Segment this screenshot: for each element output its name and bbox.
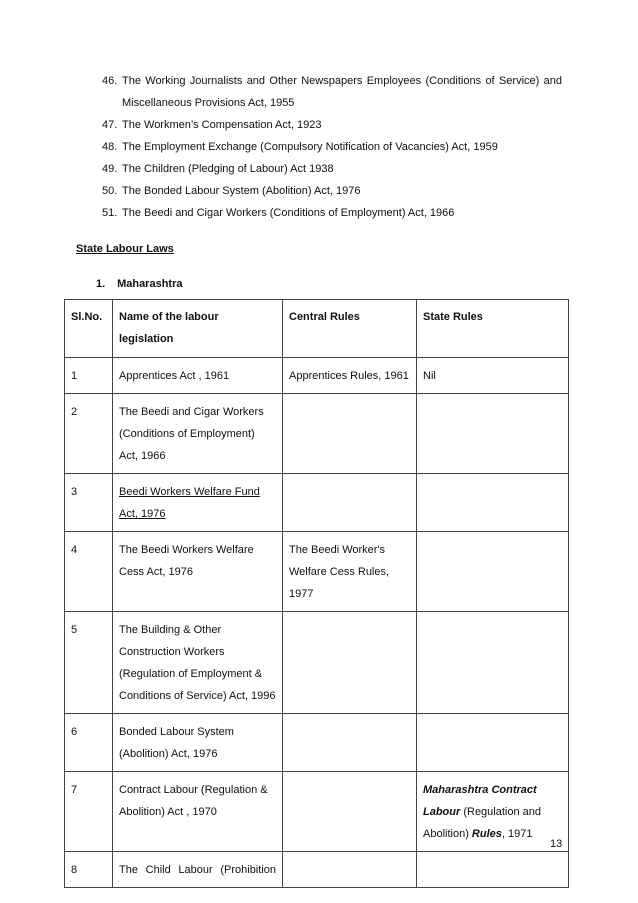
cell-state-rules xyxy=(417,772,569,852)
list-item-number: 47. xyxy=(102,119,118,131)
table-row xyxy=(65,532,569,612)
section-heading-state-labour-laws: State Labour Laws xyxy=(76,243,174,255)
list-item-text: The Bonded Labour System (Abolition) Act, 1976 xyxy=(122,185,361,197)
list-item xyxy=(102,180,562,202)
page-number: 13 xyxy=(550,838,563,850)
cell-central-rules: The Beedi Worker's Welfare Cess Rules, 1977 xyxy=(283,532,417,612)
table-header-row xyxy=(65,300,569,358)
cell-state-rules xyxy=(417,532,569,612)
list-item-continuation xyxy=(102,92,562,114)
cell-state-rules: Nil xyxy=(417,358,569,394)
cell-legislation: The Beedi and Cigar Workers (Conditions of Employment) Act, 1966 xyxy=(113,394,283,474)
header-state-rules: State Rules xyxy=(417,300,569,358)
list-item-number: 49. xyxy=(102,163,118,175)
list-item-text: The Employment Exchange (Compulsory Notification of Vacancies) Act, 1959 xyxy=(122,141,498,153)
table-row xyxy=(65,394,569,474)
cell-state-rules xyxy=(417,714,569,772)
header-central-rules: Central Rules xyxy=(283,300,417,358)
list-item xyxy=(102,136,562,158)
state-number: 1. xyxy=(96,278,106,290)
list-item-text: The Workmen’s Compensation Act, 1923 xyxy=(122,119,322,131)
cell-sl: 3 xyxy=(65,474,113,532)
cell-central-rules xyxy=(283,394,417,474)
cell-state-rules xyxy=(417,474,569,532)
list-item xyxy=(102,70,562,92)
cell-central-rules xyxy=(283,852,417,888)
cell-state-rules xyxy=(417,394,569,474)
cell-sl: 5 xyxy=(65,612,113,714)
cell-sl: 1 xyxy=(65,358,113,394)
cell-sl: 4 xyxy=(65,532,113,612)
cell-sl: 7 xyxy=(65,772,113,852)
header-legislation: Name of the labour legislation xyxy=(113,300,283,358)
state-name: Maharashtra xyxy=(117,278,183,290)
state-rules-bold-part: Rules xyxy=(471,828,502,840)
cell-central-rules xyxy=(283,474,417,532)
cell-legislation: The Building & Other Construction Workers (Regulation of Employment & Conditions of Service) Act, 1996 xyxy=(113,612,283,714)
list-item-text: The Working Journalists and Other Newspapers Employees (Conditions of Service) and xyxy=(122,75,562,87)
cell-central-rules xyxy=(283,612,417,714)
list-item-number: 50. xyxy=(102,185,118,197)
cell-legislation: Bonded Labour System (Abolition) Act, 1976 xyxy=(113,714,283,772)
state-rules-plain-part: (Regulation and Abolition) xyxy=(423,806,542,840)
cell-state-rules xyxy=(417,612,569,714)
table-row xyxy=(65,852,569,888)
list-item-number: 48. xyxy=(102,141,118,153)
cell-state-rules xyxy=(417,852,569,888)
cell-legislation: Apprentices Act , 1961 xyxy=(113,358,283,394)
cell-sl: 6 xyxy=(65,714,113,772)
list-item xyxy=(102,114,562,136)
cell-central-rules xyxy=(283,714,417,772)
list-item-text: Miscellaneous Provisions Act, 1955 xyxy=(122,97,295,109)
header-sl-no: Sl.No. xyxy=(65,300,113,358)
table-row xyxy=(65,358,569,394)
list-item xyxy=(102,158,562,180)
list-item-text: The Beedi and Cigar Workers (Conditions of Employment) Act, 1966 xyxy=(122,207,455,219)
list-item-text: The Children (Pledging of Labour) Act 1938 xyxy=(122,163,334,175)
list-item xyxy=(102,202,562,224)
state-subheading xyxy=(96,278,182,290)
table-row xyxy=(65,612,569,714)
table-row xyxy=(65,772,569,852)
list-item-number: 46. xyxy=(102,75,118,87)
table-row xyxy=(65,714,569,772)
cell-legislation: The Beedi Workers Welfare Cess Act, 1976 xyxy=(113,532,283,612)
table-row xyxy=(65,474,569,532)
cell-central-rules xyxy=(283,772,417,852)
cell-legislation: The Child Labour (Prohibition xyxy=(113,852,283,888)
cell-central-rules: Apprentices Rules, 1961 xyxy=(283,358,417,394)
cell-sl: 2 xyxy=(65,394,113,474)
cell-legislation: Contract Labour (Regulation & Abolition) Act , 1970 xyxy=(113,772,283,852)
labour-legislation-table xyxy=(64,299,569,888)
central-acts-list xyxy=(102,70,562,224)
cell-sl: 8 xyxy=(65,852,113,888)
state-rules-tail-part: , 1971 xyxy=(501,828,533,840)
state-rules-italic-part: Maharashtra Contract Labour xyxy=(423,784,537,818)
cell-legislation: Beedi Workers Welfare Fund Act, 1976 xyxy=(113,474,283,532)
list-item-number: 51. xyxy=(102,207,118,219)
